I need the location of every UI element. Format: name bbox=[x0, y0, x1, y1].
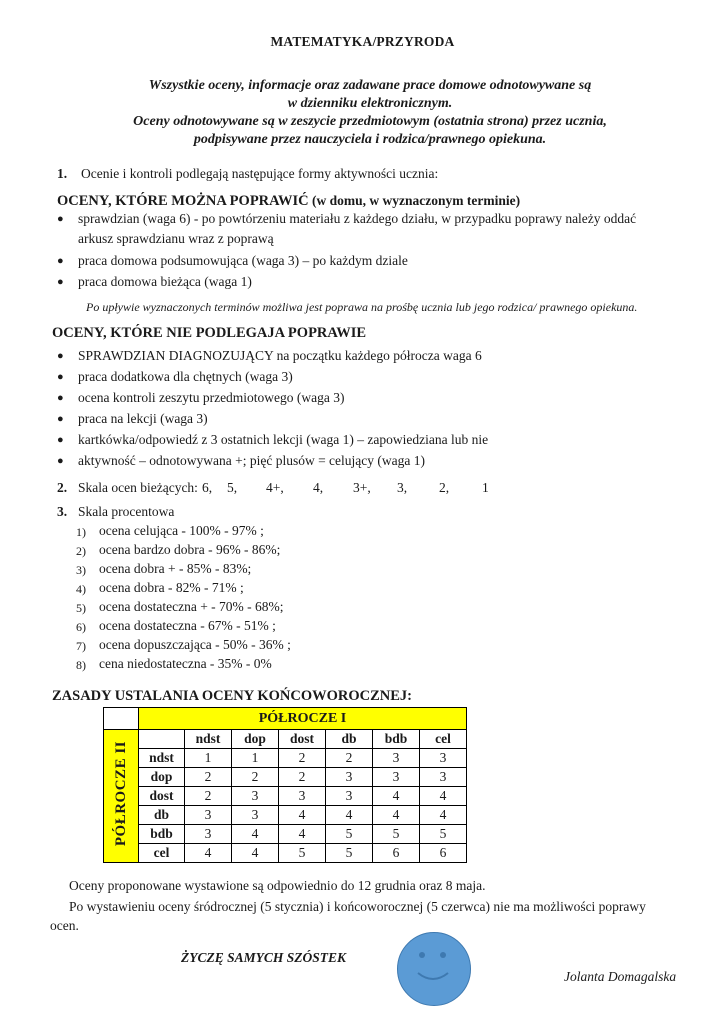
intro-line: Wszystkie oceny, informacje oraz zadawane prace domowe odnotowywane są bbox=[148, 78, 592, 93]
table-cell: 5 bbox=[279, 844, 326, 863]
table-cell: 3 bbox=[420, 768, 467, 787]
bullet-icon: ● bbox=[57, 213, 64, 225]
table-cell: 4 bbox=[232, 844, 279, 863]
table-row bbox=[104, 768, 467, 787]
closing-line: Oceny proponowane wystawione są odpowiednio do 12 grudnia oraz 8 maja. bbox=[69, 878, 486, 893]
row-header: ndst bbox=[139, 749, 185, 768]
list-item-continuation: arkusz sprawdzianu wraz z poprawą bbox=[78, 231, 274, 246]
table-cell: 3 bbox=[326, 768, 373, 787]
table-cell: 4 bbox=[420, 787, 467, 806]
table-cell: 3 bbox=[185, 806, 232, 825]
section-1-text: Ocenie i kontroli podlegają następujące formy aktywności ucznia: bbox=[81, 166, 439, 181]
table-cell: 3 bbox=[373, 768, 420, 787]
column-header: ndst bbox=[185, 730, 232, 749]
row-header: bdb bbox=[139, 825, 185, 844]
list-item: praca dodatkowa dla chętnych (waga 3) bbox=[78, 369, 293, 384]
row-header: dost bbox=[139, 787, 185, 806]
percent-item: ocena dostateczna + - 70% - 68%; bbox=[99, 599, 284, 614]
table-cell: 3 bbox=[326, 787, 373, 806]
percent-index: 5) bbox=[76, 601, 86, 615]
list-item: SPRAWDZIAN DIAGNOZUJĄCY na początku każdego półrocza waga 6 bbox=[78, 348, 482, 363]
grade-value: 6, bbox=[202, 480, 213, 495]
table-row bbox=[104, 806, 467, 825]
column-header: dop bbox=[232, 730, 279, 749]
bullet-icon: ● bbox=[57, 276, 64, 288]
column-header: db bbox=[326, 730, 373, 749]
smiley-face-icon bbox=[397, 932, 471, 1006]
percent-index: 4) bbox=[76, 582, 86, 596]
grade-value: 3+, bbox=[353, 480, 371, 495]
row-header: db bbox=[139, 806, 185, 825]
table-cell: 2 bbox=[185, 787, 232, 806]
row-header: cel bbox=[139, 844, 185, 863]
column-header: bdb bbox=[373, 730, 420, 749]
section-1-number: 1. bbox=[57, 166, 68, 181]
percent-index: 1) bbox=[76, 525, 86, 539]
list-item: praca domowa bieżąca (waga 1) bbox=[78, 274, 252, 289]
table-cell: 4 bbox=[326, 806, 373, 825]
percent-index: 3) bbox=[76, 563, 86, 577]
table-cell: 3 bbox=[420, 749, 467, 768]
intro-line: podpisywane przez nauczyciela i rodzica/prawnego opiekuna. bbox=[193, 132, 547, 147]
column-header: dost bbox=[279, 730, 326, 749]
row-header: dop bbox=[139, 768, 185, 787]
percent-item: cena niedostateczna - 35% - 0% bbox=[99, 656, 272, 671]
percent-index: 8) bbox=[76, 658, 86, 672]
bullet-icon: ● bbox=[57, 455, 64, 467]
table-cell: 4 bbox=[420, 806, 467, 825]
list-item: sprawdzian (waga 6) - po powtórzeniu materiału z każdego działu, w przypadku poprawy należy oddać bbox=[78, 211, 637, 226]
table-row bbox=[104, 787, 467, 806]
final-grade-table bbox=[103, 707, 467, 863]
table-row bbox=[104, 844, 467, 863]
table-cell: 5 bbox=[326, 844, 373, 863]
section-2-label: Skala ocen bieżących: bbox=[78, 480, 198, 495]
table-cell: 3 bbox=[185, 825, 232, 844]
closing-wish: ŻYCZĘ SAMYCH SZÓSTEK bbox=[181, 950, 347, 965]
table-cell: 5 bbox=[373, 825, 420, 844]
table-cell: 2 bbox=[326, 749, 373, 768]
table-cell: 5 bbox=[420, 825, 467, 844]
percent-index: 6) bbox=[76, 620, 86, 634]
table-cell: 4 bbox=[373, 806, 420, 825]
bullet-icon: ● bbox=[57, 255, 64, 267]
percent-index: 2) bbox=[76, 544, 86, 558]
table-cell: 4 bbox=[185, 844, 232, 863]
table-cell: 3 bbox=[279, 787, 326, 806]
table-cell: 3 bbox=[373, 749, 420, 768]
percent-index: 7) bbox=[76, 639, 86, 653]
bullet-icon: ● bbox=[57, 413, 64, 425]
table-cell: 4 bbox=[279, 825, 326, 844]
bullet-icon: ● bbox=[57, 392, 64, 404]
table-cell: 3 bbox=[232, 787, 279, 806]
grade-value: 3, bbox=[397, 480, 408, 495]
closing-line: Po wystawieniu oceny śródrocznej (5 stycznia) i końcoworocznej (5 czerwca) nie ma możliwości poprawy bbox=[69, 899, 646, 914]
row-group-header bbox=[104, 730, 139, 863]
table-cell: 2 bbox=[185, 768, 232, 787]
table-cell: 3 bbox=[232, 806, 279, 825]
table-cell: 1 bbox=[232, 749, 279, 768]
table-cell: 5 bbox=[326, 825, 373, 844]
table-cell: 4 bbox=[232, 825, 279, 844]
table-cell: 4 bbox=[373, 787, 420, 806]
grade-value: 4+, bbox=[266, 480, 284, 495]
grade-value: 2, bbox=[439, 480, 450, 495]
column-group-header: PÓŁROCZE I bbox=[139, 708, 467, 730]
grade-value: 5, bbox=[227, 480, 238, 495]
table-cell: 2 bbox=[279, 768, 326, 787]
intro-line: Oceny odnotowywane są w zeszycie przedmiotowym (ostatnia strona) przez ucznia, bbox=[133, 114, 607, 129]
section-3-label: Skala procentowa bbox=[78, 504, 175, 519]
correctable-heading-main: OCENY, KTÓRE MOŻNA POPRAWIĆ bbox=[57, 193, 309, 209]
table-row bbox=[104, 825, 467, 844]
percent-item: ocena dobra + - 85% - 83%; bbox=[99, 561, 252, 576]
correctable-heading bbox=[57, 192, 520, 210]
intro-line: w dzienniku elektronicznym. bbox=[287, 96, 453, 111]
intro-block bbox=[60, 77, 680, 149]
correction-note: Po upływie wyznaczonych terminów możliwa jest poprawa na prośbę ucznia lub jego rodzica/ prawnego opiekuna. bbox=[86, 300, 638, 314]
percent-item: ocena dostateczna - 67% - 51% ; bbox=[99, 618, 276, 633]
table-cell: 6 bbox=[373, 844, 420, 863]
grade-value: 4, bbox=[313, 480, 324, 495]
percent-item: ocena dobra - 82% - 71% ; bbox=[99, 580, 244, 595]
table-cell: 1 bbox=[185, 749, 232, 768]
signature: Jolanta Domagalska bbox=[564, 969, 677, 984]
table-cell: 2 bbox=[232, 768, 279, 787]
column-header: cel bbox=[420, 730, 467, 749]
row-group-label: PÓŁROCZE II bbox=[112, 741, 129, 847]
table-header-cell bbox=[139, 730, 185, 749]
non-correctable-heading: OCENY, KTÓRE NIE PODLEGAJA POPRAWIE bbox=[52, 325, 367, 341]
percent-item: ocena dopuszczająca - 50% - 36% ; bbox=[99, 637, 291, 652]
bullet-icon: ● bbox=[57, 371, 64, 383]
final-grade-heading: ZASADY USTALANIA OCENY KOŃCOWOROCZNEJ: bbox=[52, 688, 412, 704]
percent-item: ocena celująca - 100% - 97% ; bbox=[99, 523, 264, 538]
table-row bbox=[104, 749, 467, 768]
table-cell: 6 bbox=[420, 844, 467, 863]
list-item: kartkówka/odpowiedź z 3 ostatnich lekcji (waga 1) – zapowiedziana lub nie bbox=[78, 432, 489, 447]
list-item: praca domowa podsumowująca (waga 3) – po każdym dziale bbox=[78, 253, 408, 268]
section-2-number: 2. bbox=[57, 480, 68, 495]
bullet-icon: ● bbox=[57, 350, 64, 362]
grade-value: 1 bbox=[482, 480, 489, 495]
correctable-heading-suffix: (w domu, w wyznaczonym terminie) bbox=[308, 193, 521, 208]
percent-item: ocena bardzo dobra - 96% - 86%; bbox=[99, 542, 281, 557]
list-item: praca na lekcji (waga 3) bbox=[78, 411, 208, 426]
list-item: aktywność – odnotowywana +; pięć plusów = celujący (waga 1) bbox=[78, 453, 426, 468]
page-title: MATEMATYKA/PRZYRODA bbox=[270, 34, 455, 49]
list-item: ocena kontroli zeszytu przedmiotowego (waga 3) bbox=[78, 390, 345, 405]
table-cell: 2 bbox=[279, 749, 326, 768]
closing-line-continuation: ocen. bbox=[50, 918, 79, 933]
bullet-icon: ● bbox=[57, 434, 64, 446]
table-corner-cell bbox=[104, 708, 139, 730]
table-cell: 4 bbox=[279, 806, 326, 825]
section-3-number: 3. bbox=[57, 504, 68, 519]
